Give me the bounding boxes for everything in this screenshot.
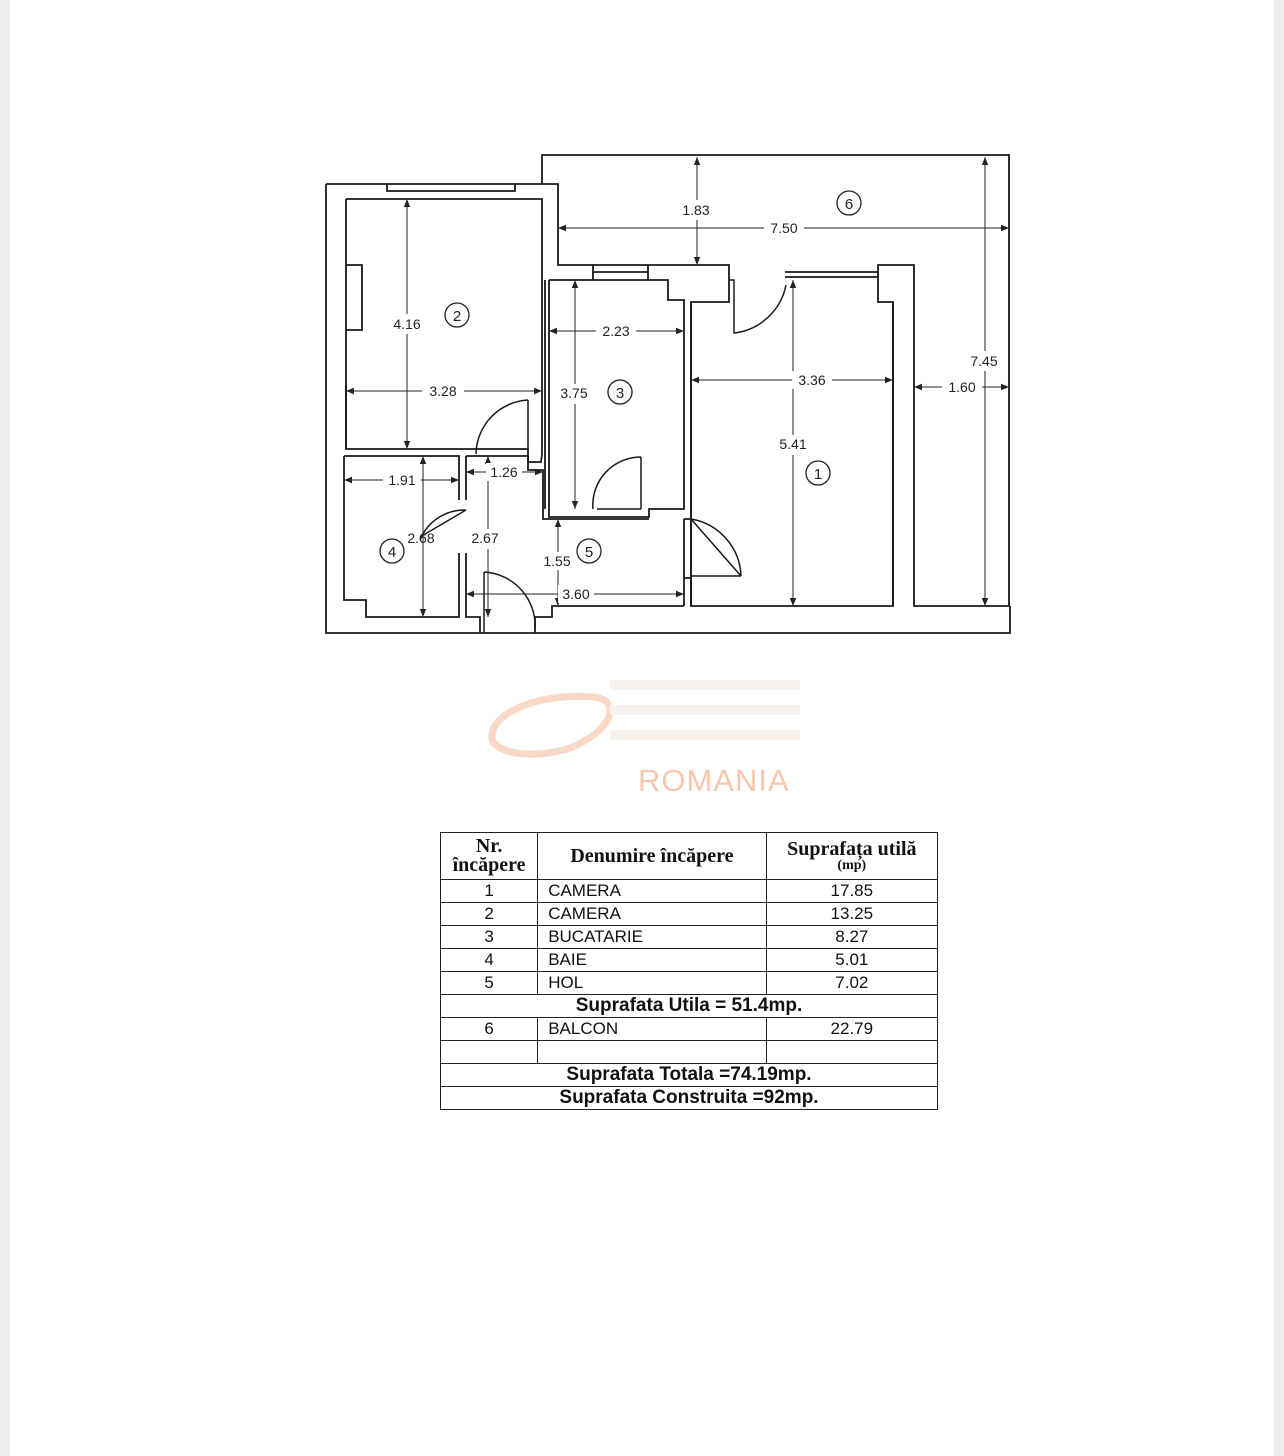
- built-text: Suprafata Construita =92mp.: [441, 1087, 938, 1110]
- room-marker-2: [445, 303, 469, 327]
- row-nr: 2: [441, 903, 538, 926]
- svg-text:4: 4: [387, 544, 397, 561]
- dimension-labels: [383, 200, 1005, 603]
- row-area: 5.01: [766, 949, 937, 972]
- row-area: 13.25: [766, 903, 937, 926]
- header-name: Denumire încăpere: [538, 833, 766, 880]
- empty-cell: [441, 1041, 538, 1064]
- dim-1-60: 1.60: [948, 379, 976, 395]
- dim-1-91: 1.91: [388, 472, 416, 488]
- total-row: [441, 1064, 938, 1087]
- dim-3-36: 3.36: [798, 372, 826, 388]
- svg-text:5: 5: [584, 544, 594, 561]
- svg-text:6: 6: [844, 196, 854, 213]
- table-row: [441, 926, 938, 949]
- row-area: 17.85: [766, 880, 937, 903]
- area-table: [440, 832, 938, 1110]
- empty-cell: [766, 1041, 937, 1064]
- room-marker-3: [608, 380, 632, 404]
- floor-plan: [10, 0, 1274, 660]
- empty-row: [441, 1041, 938, 1064]
- dim-3-60: 3.60: [562, 586, 590, 602]
- table-row: [441, 972, 938, 995]
- room-marker-4: [380, 539, 404, 563]
- row-nr: 3: [441, 926, 538, 949]
- room-marker-5: [577, 539, 601, 563]
- table-row: [441, 880, 938, 903]
- dim-1-55: 1.55: [543, 553, 571, 569]
- table-row: [441, 1018, 938, 1041]
- row-area: 22.79: [766, 1018, 937, 1041]
- dim-1-26: 1.26: [490, 464, 518, 480]
- table-row: [441, 949, 938, 972]
- document-page: [10, 0, 1274, 1456]
- row-name: BAIE: [538, 949, 766, 972]
- svg-text:2: 2: [452, 308, 462, 325]
- svg-text:1: 1: [813, 466, 823, 483]
- row-nr: 1: [441, 880, 538, 903]
- room-marker-6: [837, 191, 861, 215]
- row-name: HOL: [538, 972, 766, 995]
- header-area: Suprafața utilă (mp): [766, 833, 937, 880]
- dim-2-23: 2.23: [602, 323, 630, 339]
- watermark-text: ROMANIA: [638, 763, 790, 798]
- room-markers: [380, 191, 861, 563]
- dim-5-41: 5.41: [779, 436, 807, 452]
- total-text: Suprafata Totala =74.19mp.: [441, 1064, 938, 1087]
- row-name: CAMERA: [538, 903, 766, 926]
- subtotal-text: Suprafata Utila = 51.4mp.: [441, 995, 938, 1018]
- row-area: 7.02: [766, 972, 937, 995]
- table-row: [441, 903, 938, 926]
- dim-3-28: 3.28: [429, 383, 457, 399]
- dim-7-50: 7.50: [770, 220, 798, 236]
- empty-cell: [538, 1041, 766, 1064]
- dim-2-67: 2.67: [471, 530, 499, 546]
- row-name: BUCATARIE: [538, 926, 766, 949]
- row-nr: 5: [441, 972, 538, 995]
- table-header-row: [441, 833, 938, 880]
- row-area: 8.27: [766, 926, 937, 949]
- row-nr: 6: [441, 1018, 538, 1041]
- subtotal-row: [441, 995, 938, 1018]
- built-row: [441, 1087, 938, 1110]
- dim-7-45: 7.45: [970, 353, 998, 369]
- dim-4-16: 4.16: [393, 316, 421, 332]
- row-name: CAMERA: [538, 880, 766, 903]
- header-nr: Nr. încăpere: [441, 833, 538, 880]
- svg-text:3: 3: [615, 385, 625, 402]
- dim-3-75: 3.75: [560, 385, 588, 401]
- row-nr: 4: [441, 949, 538, 972]
- room-marker-1: [806, 461, 830, 485]
- dim-2-68: 2.68: [407, 530, 435, 546]
- row-name: BALCON: [538, 1018, 766, 1041]
- dim-1-83: 1.83: [682, 202, 710, 218]
